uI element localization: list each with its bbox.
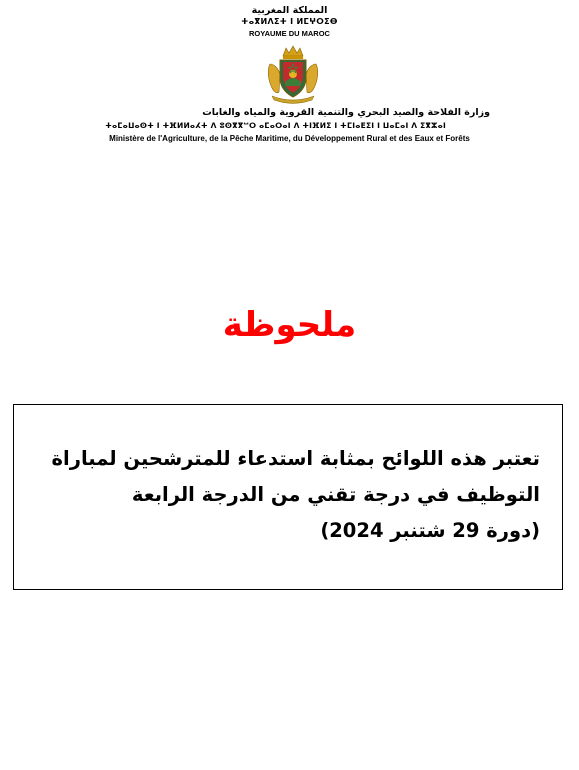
note-box — [13, 404, 563, 590]
ministry-name-arabic: وزارة الفلاحة والصيد البحري والتنمية القروية والمياه والغابات — [202, 107, 490, 118]
kingdom-name-arabic: المملكة المغربية — [251, 5, 328, 16]
note-line: تعتبر هذه اللوائح بمثابة استدعاء للمترشحين لمباراة — [51, 447, 540, 470]
kingdom-name-french: ROYAUME DU MAROC — [249, 29, 330, 38]
kingdom-name-tifinagh: ⵜⴰⴳⵍⴷⵉⵜ ⵏ ⵍⵎⵖⵔⵉⴱ — [241, 17, 338, 26]
note-text — [36, 441, 540, 549]
note-line: التوظيف في درجة تقني من الدرجة الرابعة — [131, 483, 540, 506]
letterhead — [0, 0, 579, 160]
moroccan-coat-of-arms-icon — [264, 44, 322, 104]
ministry-name-tifinagh: ⵜⴰⵎⴰⵡⴰⵙⵜ ⵏ ⵜⴼⵍⵍⴰⵃⵜ ⴷ ⵓⵙⴳⴳⵯⵔ ⴰⵎⴰⵔⴰⵏ ⴷ ⵜⵏⴼⵍⵉ ⵏ ⵜⵎⵏⴰⴹⵉⵏ ⵏ ⵡⴰⵎⴰⵏ ⴷ ⵉⴳⵣⴰⵏ — [105, 121, 446, 130]
ministry-name-french: Ministère de l'Agriculture, de la Pêche Maritime, du Développement Rural et des Eaux et Forêts — [109, 134, 470, 143]
note-line: (دورة 29 شتنبر 2024) — [320, 519, 540, 542]
note-title: ملحوظة — [222, 305, 357, 345]
